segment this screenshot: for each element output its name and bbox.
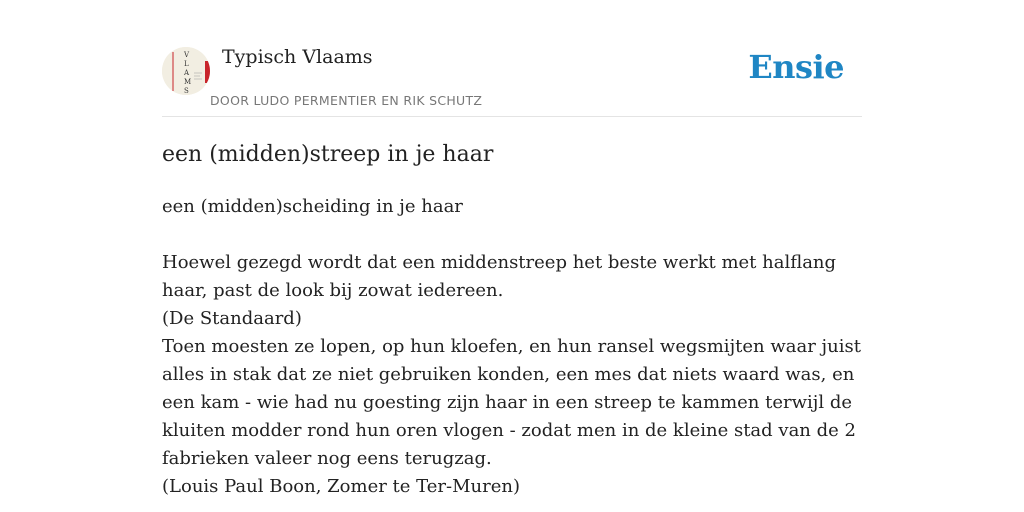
book-title[interactable]: Typisch Vlaams bbox=[222, 46, 373, 68]
book-cover-image bbox=[162, 47, 210, 95]
cover-letter: V bbox=[184, 51, 190, 59]
example-source: (Louis Paul Boon, Zomer te Ter-Muren) bbox=[162, 476, 521, 497]
example-source: (De Standaard) bbox=[162, 308, 302, 329]
entry-content bbox=[162, 137, 862, 501]
ensie-logo[interactable]: Ensie bbox=[748, 48, 844, 86]
book-authors: DOOR LUDO PERMENTIER EN RIK SCHUTZ bbox=[210, 93, 483, 108]
entry-examples bbox=[162, 249, 862, 501]
cover-letter: L bbox=[184, 60, 189, 68]
entry-title: een (midden)streep in je haar bbox=[162, 142, 494, 167]
example-quote: Toen moesten ze lopen, op hun kloefen, en hun ransel wegsmijten waar juist alles in stak dat ze niet gebruiken konden, een mes dat niets waard was, en een kam - wie had nu goesting zijn haar in een streep te kammen terwijl de kluiten modder rond hun oren vlogen - zodat men in de kleine stad van de 2 fabrieken valeer nog eens terugzag. bbox=[162, 336, 861, 469]
book-cover-avatar[interactable] bbox=[162, 47, 210, 95]
header bbox=[162, 44, 862, 117]
example-quote: Hoewel gezegd wordt dat een middenstreep het beste werkt met halflang haar, past de look bij zowat iedereen. bbox=[162, 252, 837, 301]
cover-letter: M bbox=[184, 78, 192, 86]
cover-letter: S bbox=[184, 87, 189, 95]
entry-definition: een (midden)scheiding in je haar bbox=[162, 196, 463, 217]
cover-letter: A bbox=[184, 69, 190, 77]
